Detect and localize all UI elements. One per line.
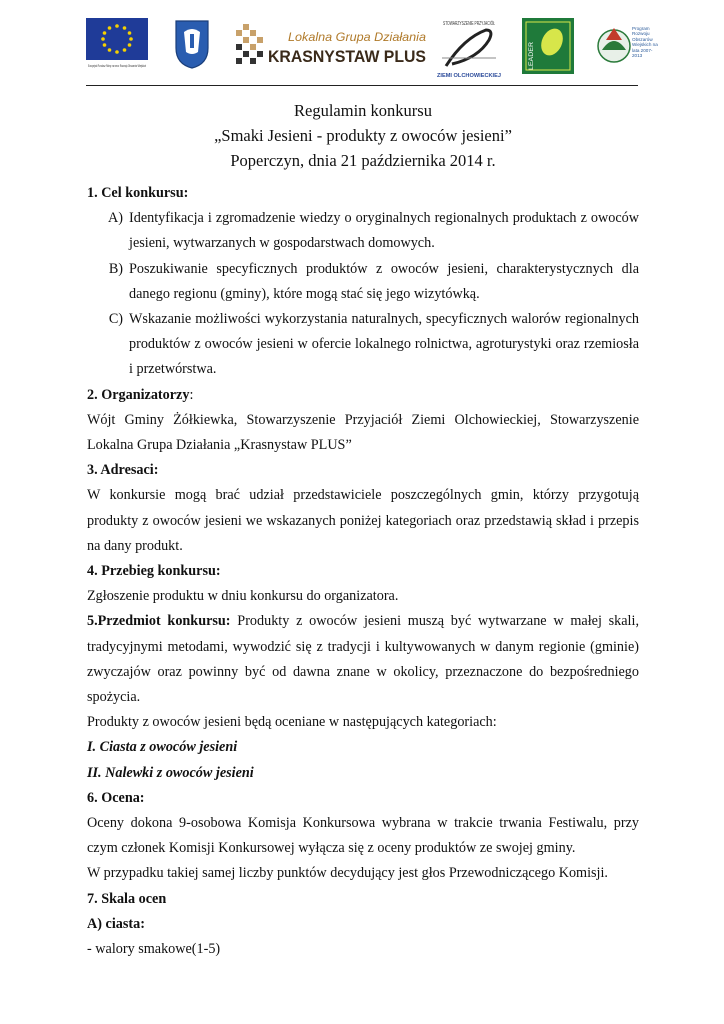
stowarzyszenie-logo: [434, 18, 522, 80]
heading-colon: :: [189, 386, 194, 403]
section-heading: 7. Skala ocen: [87, 890, 167, 907]
eu-caption: Europejski Fundusz Rolny na rzecz Rozwoju Obszarów Wiejskich: [88, 64, 146, 68]
subsection-heading: A) ciasta:: [87, 915, 145, 932]
lgd-krasnystaw-logo: [236, 24, 428, 68]
section-heading: 2. Organizatorzy: [87, 386, 190, 403]
stow-top: STOWARZYSZENIE PRZYJACIÓŁ: [443, 21, 522, 27]
section-text: Zgłoszenie produktu w dniu konkursu do organizatora.: [87, 588, 399, 605]
section-text: Produkty z owoców jesieni muszą być wytwarzane w małej skali, tradycyjnymi metodami, wywodzić się z tradycji i kultywowanych w danym regionie (gminie) zwyczajów oraz powinny być od dawna znane w okolicy, przeznaczone do bezpośredniego spożycia.: [87, 613, 639, 706]
eu-flag-logo: [86, 18, 148, 76]
prow-logo: [596, 18, 656, 74]
section-heading-line: [87, 383, 639, 408]
header-rule: [86, 85, 638, 86]
prow-text: Program Rozwoju Obszarów Wiejskich na lata 2007-2013: [632, 26, 658, 59]
doc-subtitle: „Smaki Jesieni - produkty z owoców jesieni”: [214, 126, 512, 145]
lgd-line1: Lokalna Grupa Działania: [288, 30, 427, 44]
lgd-line2: KRASNYSTAW PLUS: [268, 47, 426, 66]
list-marker: A): [108, 210, 123, 227]
section-heading: 6. Ocena:: [87, 789, 145, 806]
section-heading: 1. Cel konkursu:: [87, 185, 189, 201]
section-text: W przypadku takiej samej liczby punktów decydujący jest głos Przewodniczącego Komisji.: [87, 865, 608, 882]
leader-text: LEADER: [529, 45, 535, 70]
list-text: Wskazanie możliwości wykorzystania naturalnych, specyficznych walorów regionalnych produktów z owoców jesieni w ofercie lokalnego rolnictwa, agroturystyki oraz rzemiosła i przetwórstwa.: [129, 311, 639, 378]
category-item: II. Nalewki z owoców jesieni: [87, 764, 254, 781]
list-item: [87, 206, 639, 256]
rating-item: - walory smakowe(1-5): [87, 941, 221, 958]
section-paragraph: [87, 609, 639, 710]
list-text: Identyfikacja i zgromadzenie wiedzy o oryginalnych regionalnych produktach z owoców jesieni, wytwarzanych w gospodarstwach domowych.: [129, 210, 639, 252]
category-intro: Produkty z owoców jesieni będą oceniane w następujących kategoriach:: [87, 714, 497, 731]
list-text: Poszukiwanie specyficznych produktów z owoców jesieni, charakterystycznych dla danego regionu (gminy), które mogą stać się jego wizytówką.: [129, 260, 639, 302]
section-text: Wójt Gminy Żółkiewka, Stowarzyszenie Przyjaciół Ziemi Olchowieckiej, Stowarzyszenie Lokalna Grupa Działania „Krasnystaw PLUS”: [87, 411, 639, 454]
document-body: [87, 98, 639, 962]
list-marker: B): [108, 260, 123, 277]
logo-bar: [86, 18, 658, 80]
section-heading: 4. Przebieg konkursu:: [87, 563, 221, 580]
list-item: [87, 257, 639, 307]
section-heading: 5.Przedmiot konkursu:: [87, 613, 231, 630]
doc-title: Regulamin konkursu: [294, 101, 432, 120]
section-text: Oceny dokona 9-osobowa Komisja Konkursowa wybrana w trakcie trwania Festiwalu, przy czym członek Komisji Konkursowej wyłącza się z oceny produktów ze swojej gminy.: [87, 815, 639, 857]
section-heading: 3. Adresaci:: [87, 462, 159, 479]
list-marker: C): [108, 311, 123, 328]
category-item: I. Ciasta z owoców jesieni: [87, 739, 238, 756]
list-item: [87, 307, 639, 383]
coat-of-arms-logo: [174, 18, 210, 70]
stow-bottom: ZIEMI OLCHOWIECKIEJ: [437, 73, 501, 79]
leader-logo: [522, 18, 574, 74]
section-text: W konkursie mogą brać udział przedstawiciele poszczególnych gmin, którzy przygotują produkty z owoców jesieni we wskazanych poniżej kategoriach oraz przedstawią skład i przepis na dany produkt.: [87, 487, 639, 554]
doc-date: Poperczyn, dnia 21 października 2014 r.: [230, 151, 496, 170]
